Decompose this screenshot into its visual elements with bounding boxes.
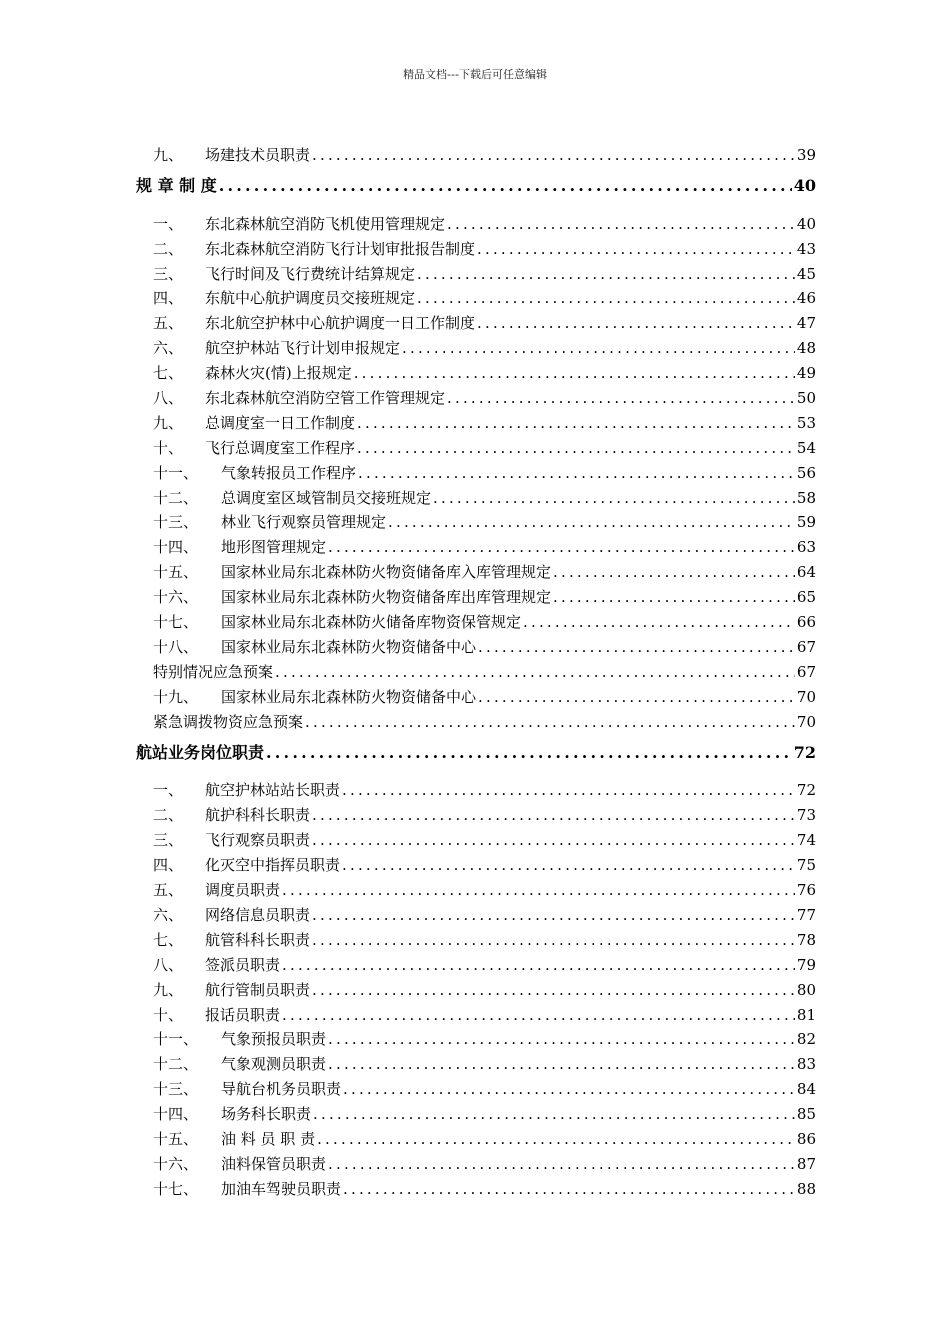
- toc-entry-title: 特别情况应急预案: [153, 662, 274, 681]
- toc-entry-page: 82: [796, 1030, 816, 1049]
- toc-entry-number: 二、: [153, 806, 184, 825]
- toc-entry-number: 十八、: [153, 637, 199, 656]
- toc-entry[interactable]: [136, 974, 816, 999]
- toc-entry-title: 加油车驾驶员职责: [221, 1179, 342, 1198]
- toc-section-page: 40: [793, 175, 816, 195]
- toc-section-heading[interactable]: [136, 164, 816, 208]
- table-of-contents: [136, 139, 816, 1198]
- toc-entry-number: 十、: [153, 1005, 184, 1024]
- toc-entry-page: 56: [796, 463, 816, 482]
- toc-entry[interactable]: [136, 775, 816, 800]
- toc-entry[interactable]: [136, 1073, 816, 1098]
- toc-entry-title: 总调度室区域管制员交接班规定: [221, 488, 432, 507]
- toc-entry[interactable]: [136, 1098, 816, 1123]
- toc-entry-title: 签派员职责: [205, 955, 281, 974]
- dot-leader: [328, 1155, 795, 1173]
- toc-entry-title: 国家林业局东北森林防火物资储备库入库管理规定: [221, 563, 552, 582]
- toc-entry-page: 83: [796, 1055, 816, 1074]
- dot-leader: [328, 1030, 795, 1048]
- toc-section-page: 72: [793, 742, 816, 762]
- toc-entry[interactable]: [136, 382, 816, 407]
- dot-leader: [317, 1130, 795, 1148]
- toc-entry-title: 飞行观察员职责: [205, 831, 311, 850]
- dot-leader: [354, 364, 795, 382]
- toc-entry-title: 气象转报员工作程序: [221, 463, 357, 482]
- toc-entry-title: 油料保管员职责: [221, 1154, 327, 1173]
- toc-entry-number: 十五、: [153, 563, 199, 582]
- toc-entry-number: 五、: [153, 881, 184, 900]
- toc-entry-title: 森林火灾(情)上报规定: [205, 364, 352, 383]
- dot-leader: [417, 265, 795, 283]
- toc-entry-title: 国家林业局东北森林防火物资储备中心: [221, 637, 477, 656]
- toc-entry-page: 76: [796, 881, 816, 900]
- toc-entry-number: 六、: [153, 339, 184, 358]
- toc-entry[interactable]: [136, 581, 816, 606]
- dot-leader: [553, 563, 795, 581]
- toc-entry-title: 气象预报员职责: [221, 1030, 327, 1049]
- toc-entry-title: 场务科长职责: [221, 1105, 312, 1124]
- dot-leader: [357, 439, 795, 457]
- toc-entry-page: 53: [796, 413, 816, 432]
- toc-entry-title: 总调度室一日工作制度: [205, 413, 356, 432]
- toc-entry[interactable]: [136, 899, 816, 924]
- dot-leader: [417, 289, 795, 307]
- toc-entry-number: 一、: [153, 781, 184, 800]
- toc-entry[interactable]: [136, 307, 816, 332]
- toc-entry-page: 49: [796, 364, 816, 383]
- toc-entry-title: 航空护林站站长职责: [205, 781, 341, 800]
- toc-entry-number: 四、: [153, 856, 184, 875]
- toc-entry-title: 航护科科长职责: [205, 806, 311, 825]
- toc-entry-page: 86: [796, 1129, 816, 1148]
- page-header: 精品文档---下载后可任意编辑: [403, 68, 547, 81]
- dot-leader: [282, 881, 795, 899]
- dot-leader: [312, 806, 795, 824]
- toc-entry-page: 80: [796, 980, 816, 999]
- toc-entry-title: 飞行时间及飞行费统计结算规定: [205, 264, 416, 283]
- toc-entry-title: 东北森林航空消防飞行计划审批报告制度: [205, 239, 476, 258]
- toc-entry-title: 气象观测员职责: [221, 1055, 327, 1074]
- toc-entry-page: 70: [796, 712, 816, 731]
- toc-entry-number: 十九、: [153, 687, 199, 706]
- toc-entry-page: 39: [796, 145, 816, 164]
- dot-leader: [342, 781, 795, 799]
- dot-leader: [478, 638, 795, 656]
- toc-entry[interactable]: [136, 457, 816, 482]
- toc-entry-title: 东北森林航空消防飞机使用管理规定: [205, 214, 446, 233]
- toc-entry[interactable]: [136, 233, 816, 258]
- toc-entry[interactable]: [136, 531, 816, 556]
- toc-entry-page: 59: [796, 513, 816, 532]
- toc-entry-number: 六、: [153, 905, 184, 924]
- toc-entry-number: 十三、: [153, 1080, 199, 1099]
- toc-entry[interactable]: [136, 681, 816, 706]
- toc-entry[interactable]: [136, 949, 816, 974]
- toc-entry-page: 79: [796, 955, 816, 974]
- toc-entry-page: 75: [796, 856, 816, 875]
- toc-entry-title: 东北森林航空消防空管工作管理规定: [205, 389, 446, 408]
- toc-entry-number: 七、: [153, 930, 184, 949]
- toc-entry-title: 国家林业局东北森林防火物资储备中心: [221, 687, 477, 706]
- toc-entry-title: 东航中心航护调度员交接班规定: [205, 289, 416, 308]
- dot-leader: [266, 744, 792, 762]
- toc-entry-page: 66: [796, 613, 816, 632]
- toc-entry-number: 十五、: [153, 1129, 199, 1148]
- toc-entry-page: 74: [796, 831, 816, 850]
- toc-entry-page: 50: [796, 389, 816, 408]
- toc-entry-title: 报话员职责: [205, 1005, 281, 1024]
- dot-leader: [282, 1006, 795, 1024]
- toc-entry-number: 九、: [153, 980, 184, 999]
- toc-entry-title: 航空护林站飞行计划申报规定: [205, 339, 401, 358]
- dot-leader: [357, 414, 795, 432]
- toc-entry[interactable]: [136, 258, 816, 283]
- dot-leader: [312, 906, 795, 924]
- dot-leader: [312, 831, 795, 849]
- toc-entry-title: 航行管制员职责: [205, 980, 311, 999]
- dot-leader: [305, 713, 795, 731]
- toc-entry-page: 43: [796, 239, 816, 258]
- dot-leader: [312, 981, 795, 999]
- toc-entry[interactable]: [136, 139, 816, 164]
- toc-entry-title: 林业飞行观察员管理规定: [221, 513, 387, 532]
- toc-entry-page: 67: [796, 662, 816, 681]
- toc-entry-page: 45: [796, 264, 816, 283]
- dot-leader: [523, 613, 795, 631]
- dot-leader: [388, 513, 795, 531]
- dot-leader: [477, 314, 795, 332]
- toc-entry-page: 64: [796, 563, 816, 582]
- toc-entry-number: 十二、: [153, 1055, 199, 1074]
- dot-leader: [313, 1105, 795, 1123]
- dot-leader: [477, 240, 795, 258]
- toc-entry-title: 导航台机务员职责: [221, 1080, 342, 1099]
- toc-entry-page: 72: [796, 781, 816, 800]
- toc-entry-number: 十四、: [153, 1105, 199, 1124]
- toc-entry-number: 十一、: [153, 463, 199, 482]
- toc-entry[interactable]: [136, 208, 816, 233]
- toc-entry[interactable]: [136, 332, 816, 357]
- toc-entry[interactable]: [136, 924, 816, 949]
- toc-entry-number: 十六、: [153, 588, 199, 607]
- toc-entry-title: 航管科科长职责: [205, 930, 311, 949]
- toc-section-heading[interactable]: [136, 731, 816, 775]
- dot-leader: [433, 489, 795, 507]
- dot-leader: [282, 956, 795, 974]
- toc-entry[interactable]: [136, 1148, 816, 1173]
- dot-leader: [219, 177, 792, 195]
- dot-leader: [478, 688, 795, 706]
- toc-entry-page: 77: [796, 905, 816, 924]
- dot-leader: [447, 215, 795, 233]
- toc-entry-page: 73: [796, 806, 816, 825]
- toc-section-title: 航站业务岗位职责: [136, 742, 265, 762]
- toc-entry-number: 十六、: [153, 1154, 199, 1173]
- toc-entry-page: 88: [796, 1179, 816, 1198]
- toc-entry-number: 三、: [153, 264, 184, 283]
- toc-entry[interactable]: [136, 407, 816, 432]
- toc-entry-title: 网络信息员职责: [205, 905, 311, 924]
- toc-entry[interactable]: [136, 507, 816, 532]
- toc-entry[interactable]: [136, 824, 816, 849]
- toc-entry-title: 调度员职责: [205, 881, 281, 900]
- toc-entry-number: 十一、: [153, 1030, 199, 1049]
- toc-entry-number: 七、: [153, 364, 184, 383]
- toc-entry-number: 十四、: [153, 538, 199, 557]
- toc-entry[interactable]: [136, 706, 816, 731]
- toc-entry-page: 40: [796, 214, 816, 233]
- toc-entry-title: 国家林业局东北森林防火储备库物资保管规定: [221, 613, 522, 632]
- toc-entry-page: 63: [796, 538, 816, 557]
- toc-entry-page: 78: [796, 930, 816, 949]
- toc-entry-number: 十二、: [153, 488, 199, 507]
- dot-leader: [275, 663, 795, 681]
- toc-entry-number: 八、: [153, 389, 184, 408]
- toc-entry-page: 84: [796, 1080, 816, 1099]
- toc-entry-page: 67: [796, 637, 816, 656]
- toc-entry-page: 70: [796, 687, 816, 706]
- toc-entry[interactable]: [136, 849, 816, 874]
- toc-entry-number: 八、: [153, 955, 184, 974]
- toc-entry-title: 国家林业局东北森林防火物资储备库出库管理规定: [221, 588, 552, 607]
- toc-entry[interactable]: [136, 874, 816, 899]
- toc-entry[interactable]: [136, 1048, 816, 1073]
- toc-entry[interactable]: [136, 357, 816, 382]
- toc-entry-number: 一、: [153, 214, 184, 233]
- toc-entry[interactable]: [136, 606, 816, 631]
- toc-entry-page: 81: [796, 1005, 816, 1024]
- dot-leader: [328, 538, 795, 556]
- toc-entry[interactable]: [136, 631, 816, 656]
- toc-entry-number: 十七、: [153, 1179, 199, 1198]
- toc-entry-number: 十三、: [153, 513, 199, 532]
- dot-leader: [328, 1055, 795, 1073]
- toc-entry[interactable]: [136, 656, 816, 681]
- toc-entry[interactable]: [136, 432, 816, 457]
- toc-entry-title: 化灭空中指挥员职责: [205, 856, 341, 875]
- dot-leader: [312, 146, 795, 164]
- toc-entry-number: 四、: [153, 289, 184, 308]
- toc-entry-number: 十七、: [153, 613, 199, 632]
- dot-leader: [447, 389, 795, 407]
- toc-entry-page: 85: [796, 1105, 816, 1124]
- dot-leader: [402, 339, 795, 357]
- toc-entry-page: 65: [796, 588, 816, 607]
- toc-entry[interactable]: [136, 799, 816, 824]
- dot-leader: [553, 588, 795, 606]
- toc-section-title: 规 章 制 度: [136, 175, 217, 195]
- toc-entry-title: 东北航空护林中心航护调度一日工作制度: [205, 314, 476, 333]
- toc-entry-page: 48: [796, 339, 816, 358]
- toc-entry-number: 五、: [153, 314, 184, 333]
- toc-entry[interactable]: [136, 556, 816, 581]
- toc-entry-page: 58: [796, 488, 816, 507]
- toc-entry-page: 54: [796, 438, 816, 457]
- toc-entry[interactable]: [136, 999, 816, 1024]
- dot-leader: [358, 464, 795, 482]
- toc-entry-title: 场建技术员职责: [205, 145, 311, 164]
- toc-entry-page: 46: [796, 289, 816, 308]
- toc-entry[interactable]: [136, 283, 816, 308]
- toc-entry[interactable]: [136, 1173, 816, 1198]
- toc-entry-number: 二、: [153, 239, 184, 258]
- toc-entry-title: 油 料 员 职 责: [221, 1129, 316, 1148]
- dot-leader: [342, 856, 795, 874]
- toc-entry-number: 三、: [153, 831, 184, 850]
- toc-entry-title: 飞行总调度室工作程序: [205, 438, 356, 457]
- toc-entry[interactable]: [136, 482, 816, 507]
- dot-leader: [343, 1180, 795, 1198]
- toc-entry-number: 九、: [153, 413, 184, 432]
- toc-entry-page: 47: [796, 314, 816, 333]
- toc-entry[interactable]: [136, 1024, 816, 1049]
- toc-entry-title: 地形图管理规定: [221, 538, 327, 557]
- toc-entry[interactable]: [136, 1123, 816, 1148]
- toc-entry-title: 紧急调拨物资应急预案: [153, 712, 304, 731]
- toc-entry-number: 十、: [153, 438, 184, 457]
- dot-leader: [312, 931, 795, 949]
- dot-leader: [343, 1080, 795, 1098]
- toc-entry-page: 87: [796, 1154, 816, 1173]
- toc-entry-number: 九、: [153, 145, 184, 164]
